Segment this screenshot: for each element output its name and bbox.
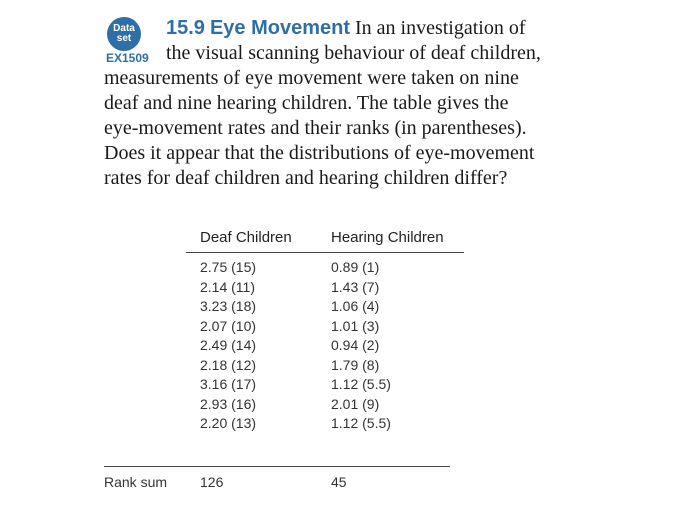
rank-sum-rule	[104, 466, 450, 467]
table-cell: 2.18 (12)	[200, 356, 257, 373]
table-cell: 1.01 (3)	[331, 317, 380, 334]
text-line-3: measurements of eye movement were taken on nine	[104, 67, 519, 89]
table-cell: 2.93 (16)	[200, 395, 257, 412]
header-rule	[186, 252, 464, 253]
table-cell: 1.79 (8)	[331, 356, 380, 373]
exercise-text	[104, 16, 624, 191]
header-deaf-children: Deaf Children	[200, 229, 292, 246]
exercise-number: 15.9	[166, 17, 205, 39]
text-line-4: deaf and nine hearing children. The table gives the	[104, 92, 509, 114]
table-cell: 1.06 (4)	[331, 298, 380, 314]
table-cell: 0.94 (2)	[331, 337, 380, 353]
table-cell: 1.43 (7)	[331, 278, 380, 295]
text-line-2: the visual scanning behaviour of deaf children,	[166, 42, 541, 64]
table-cell: 2.07 (10)	[200, 317, 257, 334]
table-cell: 2.20 (13)	[200, 415, 257, 431]
exercise-title: Eye Movement	[209, 17, 350, 39]
exercise-code: EX1509	[106, 51, 149, 65]
table-cell: 2.14 (11)	[200, 278, 255, 295]
hearing-column	[331, 258, 391, 434]
rank-sum-label: Rank sum	[104, 474, 168, 490]
badge-line-2: set	[116, 33, 132, 44]
table-cell: 3.16 (17)	[200, 376, 257, 392]
table-cell: 0.89 (1)	[331, 259, 380, 275]
text-line-5: eye-movement rates and their ranks (in parentheses).	[104, 117, 527, 139]
table-cell: 3.23 (18)	[200, 298, 257, 314]
text-line-6: Does it appear that the distributions of eye-movement	[104, 142, 535, 164]
rank-sum-deaf: 126	[200, 474, 224, 490]
table-cell: 1.12 (5.5)	[331, 376, 391, 392]
table-cell: 2.01 (9)	[331, 395, 380, 412]
rank-sum-hearing: 45	[331, 474, 347, 490]
deaf-column	[200, 258, 256, 434]
header-hearing-children: Hearing Children	[331, 229, 444, 246]
text-line-1: In an investigation of	[355, 17, 526, 39]
table-cell: 1.12 (5.5)	[331, 415, 391, 431]
table-cell: 2.49 (14)	[200, 337, 257, 353]
table-cell: 2.75 (15)	[200, 259, 257, 275]
badge-line-1: Data	[113, 23, 135, 34]
text-line-7: rates for deaf children and hearing children differ?	[104, 167, 508, 189]
